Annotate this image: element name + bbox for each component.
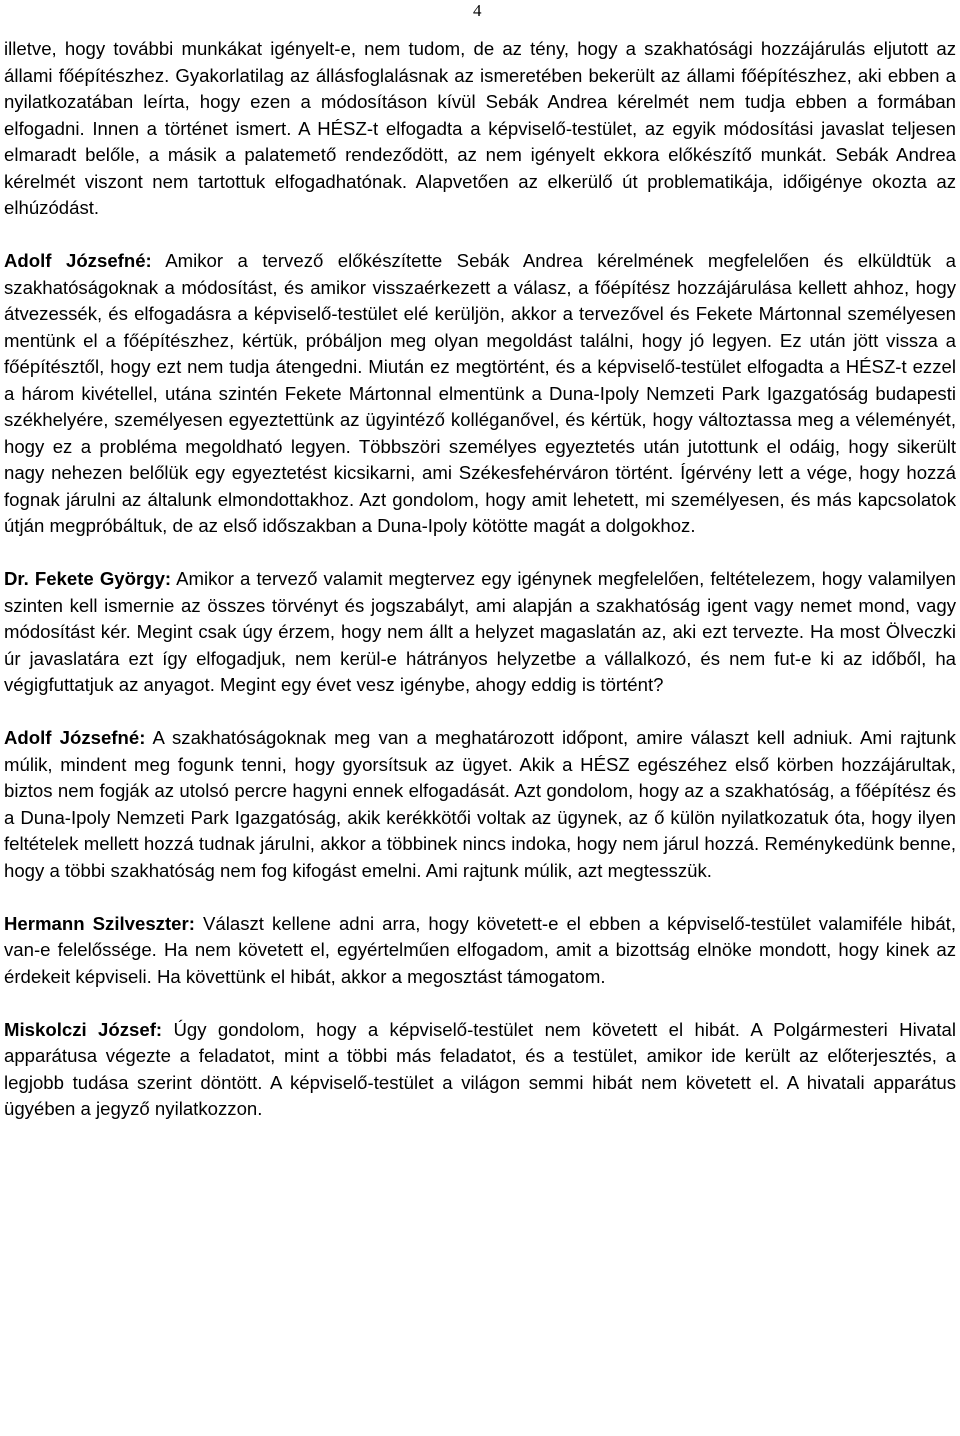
paragraph-adolf-jozsefne-2 xyxy=(4,725,956,884)
paragraph-adolf-jozsefne-1 xyxy=(4,248,956,540)
speaker-name: Adolf Józsefné: xyxy=(4,250,152,271)
paragraph-miskolczi-jozsef xyxy=(4,1017,956,1123)
paragraph-text: A szakhatóságoknak meg van a meghatározott időpont, amire választ kell adniuk. Ami rajtunk múlik, mindent meg fogunk tenni, hogy gyorsítsuk az ügyet. Akik a HÉSZ egészéhez első körben hozzájárultak, biztos nem fogják az utolsó percre hagyni ennek elfogadását. Azt gondolom, hogy az a szakhatóság, a főépítész és a Duna-Ipoly Nemzeti Park Igazgatóság, akik kerékkötői voltak az ügynek, az ő külön nyilatkozatuk óta, hogy ilyen feltételek mellett hozzá tudnak járulni, akkor a többinek nincs indoka, hogy nem járul hozzá. Reménykedünk benne, hogy a többi szakhatóság nem fog kifogást emelni. Ami rajtunk múlik, azt megtesszük. xyxy=(4,727,956,881)
speaker-name: Adolf Józsefné: xyxy=(4,727,146,748)
paragraph-text: Amikor a tervező előkészítette Sebák Andrea kérelmének megfelelően és elküldtük a szakhatóságoknak a módosítást, és amikor visszaérkezett a válasz, a főépítész hozzájárulása kellett ahhoz, hogy átvezessék, és elfogadásra a képviselő-testület elé kerüljön, akkor a tervezővel és Fekete Mártonnal személyesen mentünk el a főépítészhez, kértük, próbáljon meg olyan megoldást találni, hogy jó legyen. Ez után jött vissza a főépítésztől, hogy ezt nem tudja átengedni. Miután ez megtörtént, és a képviselő-testület elfogadta a HÉSZ-t ezzel a három kivétellel, utána szintén Fekete Mártonnal elmentünk a Duna-Ipoly Nemzeti Park Igazgatóság budapesti székhelyére, személyesen egyeztettünk az ügyintéző kolléganővel, és kértük, hogy változtassa meg a véleményét, hogy ez a probléma megoldható legyen. Többszöri személyes egyeztetés után jutottunk el odáig, hogy sikerült nagy nehezen belőlük egy egyeztetést kicsikarni, ami Székesfehérváron történt. Ígérvény lett a vége, hogy hozzá fognak járulni az általunk elmondottakhoz. Azt gondolom, hogy amit lehetett, mi személyesen, és más kapcsolatok útján megpróbáltuk, de az első időszakban a Duna-Ipoly kötötte magát a dolgokhoz. xyxy=(4,250,956,536)
paragraph-text: Választ kellene adni arra, hogy követett-e el ebben a képviselő-testület valamiféle hibát, van-e felelőssége. Ha nem követett el, egyértelműen elfogadom, amit a bizottság elnöke mondott, hogy kinek az érdekeit képviseli. Ha követtünk el hibát, akkor a megosztást támogatom. xyxy=(4,912,957,987)
page-number: 4 xyxy=(473,1,482,20)
paragraph-text: Úgy gondolom, hogy a képviselő-testület nem követett el hibát. A Polgármesteri Hivatal apparátusa végezte a feladatot, mint a többi más feladatot, és a testület, amikor ide került az előterjesztés, a legjobb tudása szerint döntött. A képviselő-testület a világon semmi hibát nem követett el. A hivatali apparátus ügyében a jegyző nyilatkozzon. xyxy=(4,1018,956,1119)
paragraph-text: Amikor a tervező valamit megtervez egy igénynek megfelelően, feltételezem, hogy valamilyen szinten kell ismernie az összes törvényt és jogszabályt, ami alapján a szakhatóság igent vagy nemet mond, vagy módosítást kér. Megint csak úgy érzem, hogy nem állt a helyzet magaslatán az, aki ezt tervezte. Ha most Ölveczki úr javaslatára ezt így elfogadjuk, nem kerül-e hátrányos helyzetbe a vállalkozó, és nem fut-e ki az időből, ha végigfuttatjuk az anyagot. Megint egy évet vesz igénybe, ahogy eddig is történt? xyxy=(4,568,956,695)
speaker-name: Miskolczi József: xyxy=(4,1018,163,1040)
speaker-name: Hermann Szilveszter: xyxy=(4,912,195,934)
speaker-name: Dr. Fekete György: xyxy=(4,568,172,589)
paragraph-hermann-szilveszter xyxy=(4,911,956,991)
paragraph-dr-fekete-gyorgy xyxy=(4,566,956,699)
document-body xyxy=(4,36,956,1149)
paragraph-continuation xyxy=(4,36,956,222)
paragraph-text: illetve, hogy további munkákat igényelt-e, nem tudom, de az tény, hogy a szakhatósági hozzájárulás eljutott az állami főépítészhez. Gyakorlatilag az állásfoglalásnak az ismeretében bekerült az állami főépítészhez, aki ebben a nyilatkozatában leírta, hogy ezen a módosításon kívül Sebák Andrea kérelmét nem tudja ebben a formában elfogadni. Innen a történet ismert. A HÉSZ-t elfogadta a képviselő-testület, az egyik módosítási javaslat teljesen elmaradt belőle, a másik a palatemető rendeződött, az nem igényelt ekkora előkészítő munkát. Sebák Andrea kérelmét viszont nem tartottuk elfogadhatónak. Alapvetően az elkerülő út problematikája, időigénye okozta az elhúzódást. xyxy=(4,38,956,218)
